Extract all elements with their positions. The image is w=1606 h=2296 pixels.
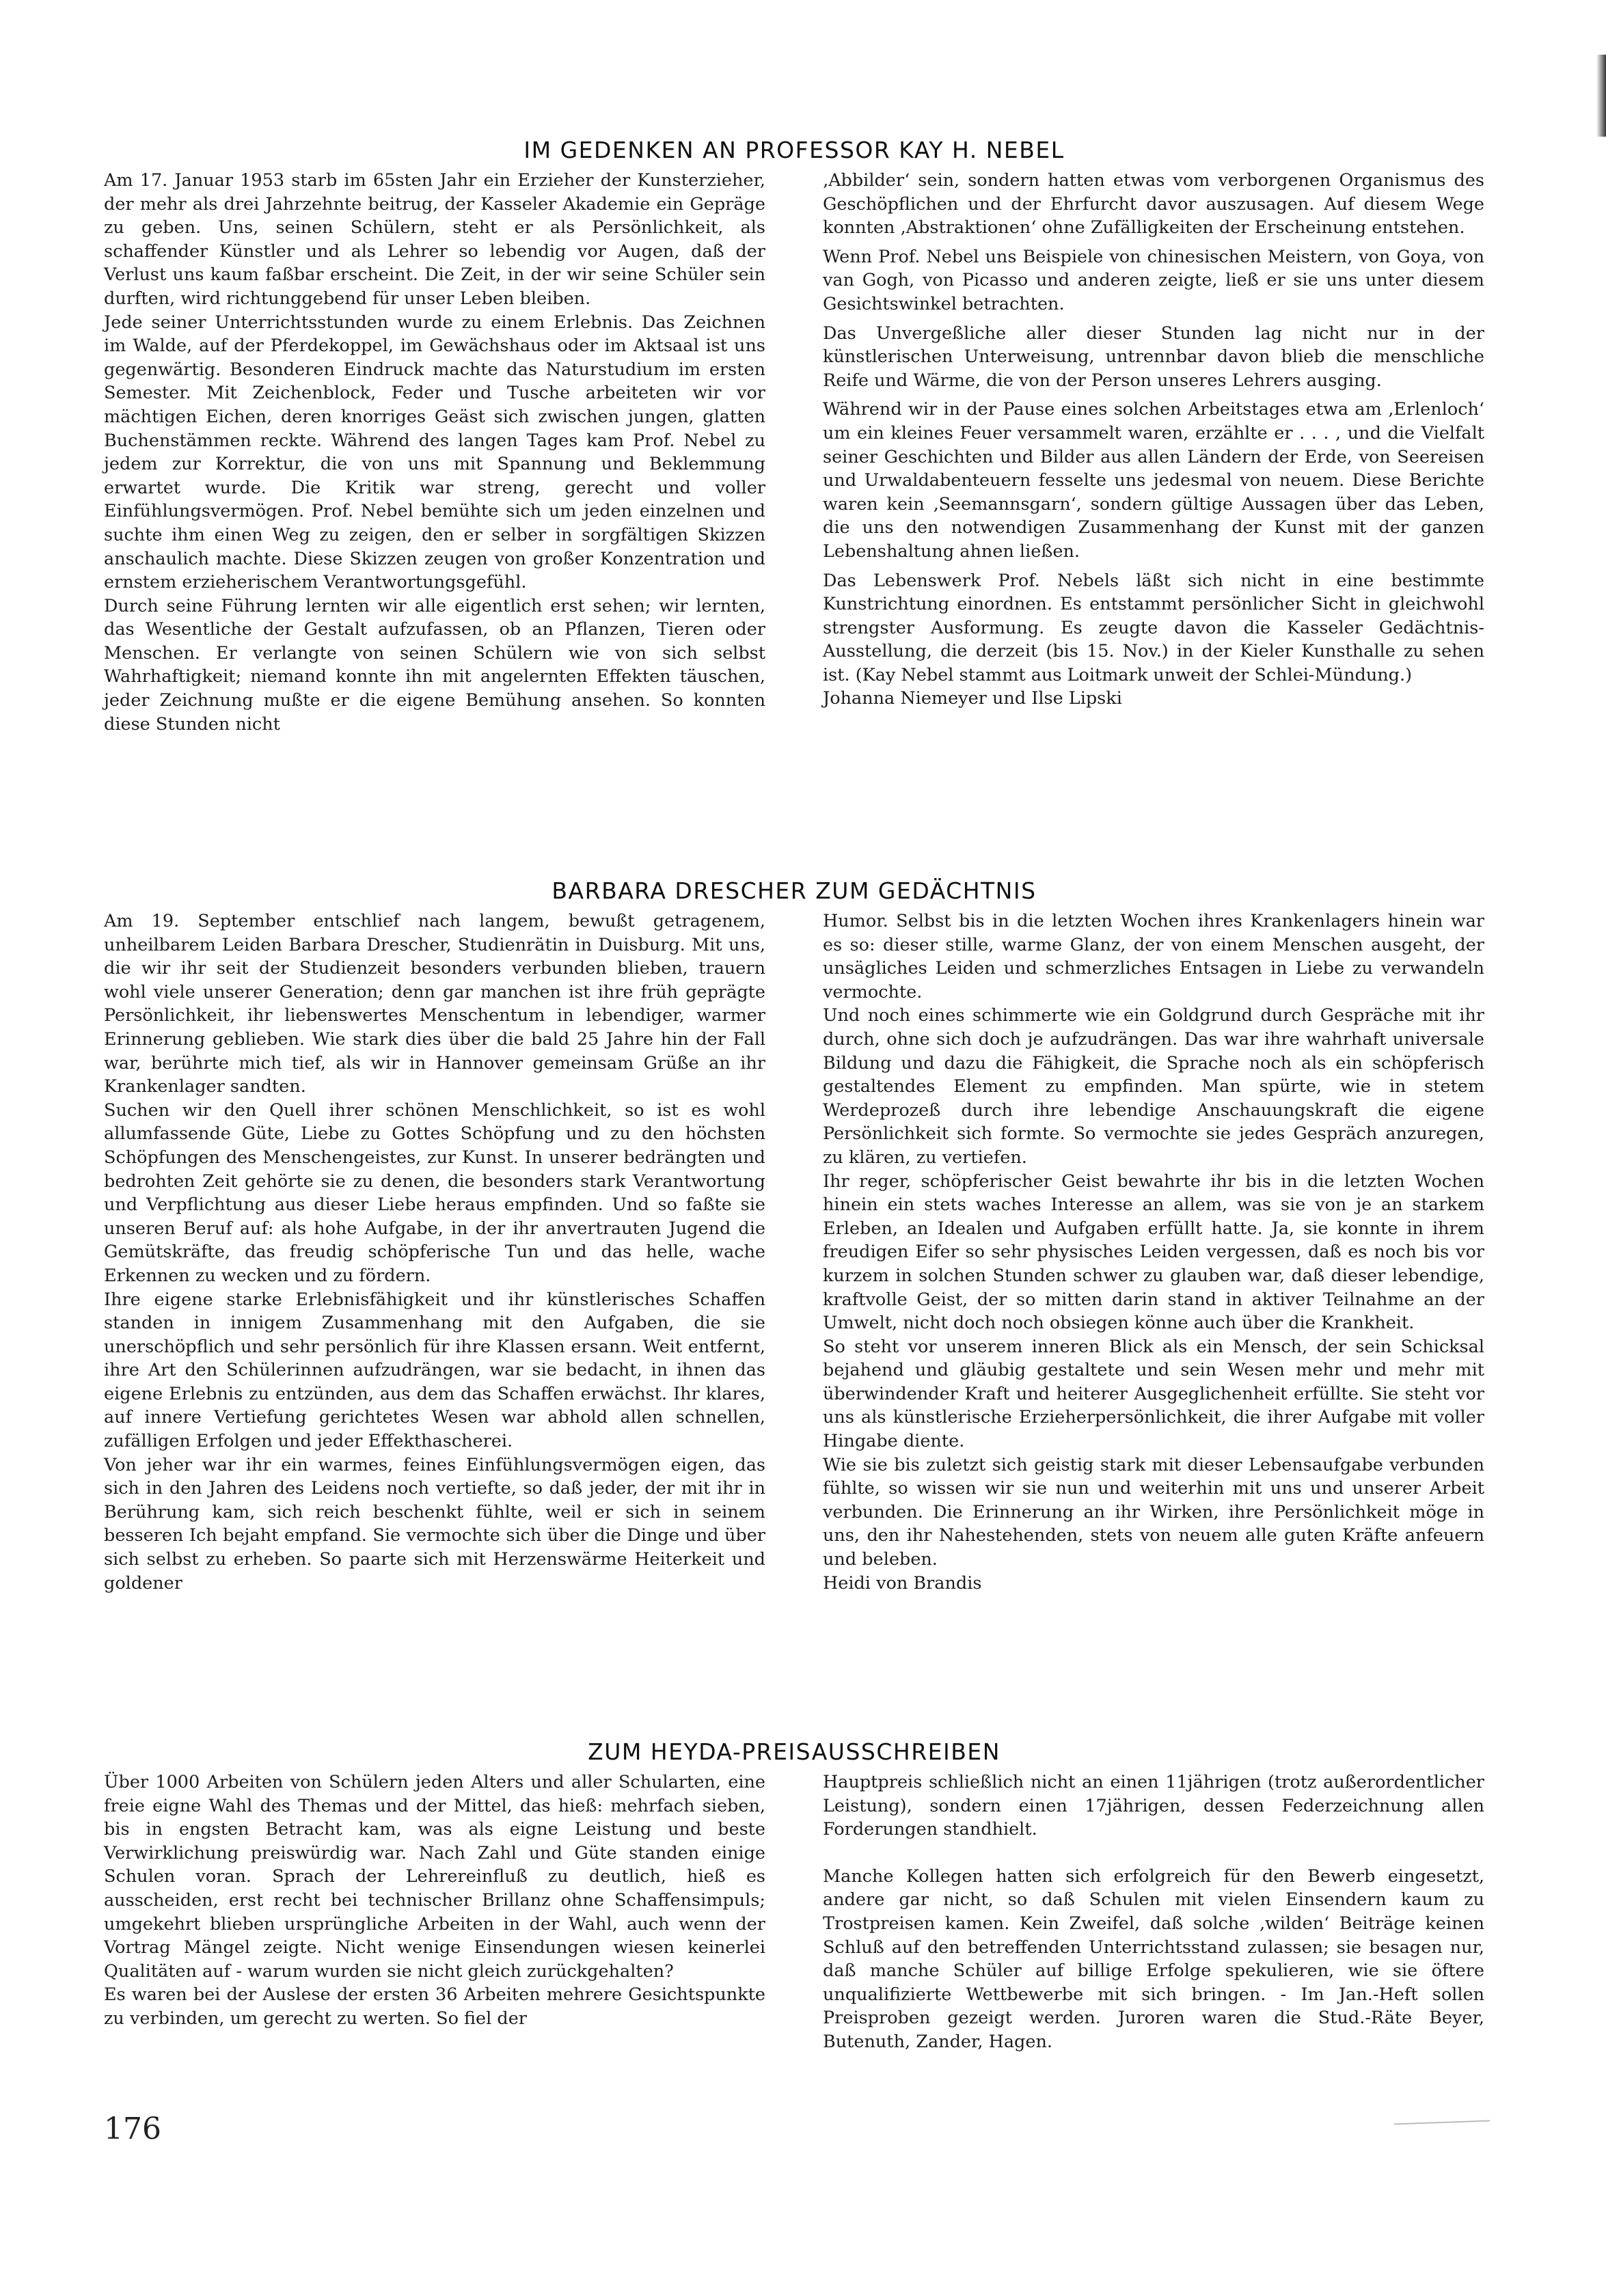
column-left — [104, 910, 765, 1595]
paragraph: Wie sie bis zuletzt sich geistig stark mit dieser Lebensaufgabe verbunden fühlte, so wissen wir sie nun und weiterhin mit uns und unserer Arbeit verbunden. Die Erinnerung an ihr Wirken, ihre Persönlichkeit möge in uns, den ihr Nahestehenden, stets von neuem alle guten Kräfte anfeuern und beleben. — [823, 1454, 1484, 1570]
paragraph: Am 19. September entschlief nach langem, bewußt getragenem, unheilbarem Leiden Barbara Drescher, Studienrätin in Duisburg. Mit uns, die wir ihr seit der Studienzeit besonders verbunden blieben, trauern wohl viele unserer Generation; denn gar manchen ist ihre früh geprägte Persönlichkeit, ihr liebenswertes Menschentum in lebendiger, warmer Erinnerung geblieben. Wie stark dies über die bald 25 Jahre hin der Fall war, berührte mich tief, als wir in Hannover gemeinsam Grüße an ihr Krankenlager sandten. — [104, 911, 765, 1097]
column-right — [823, 1771, 1484, 2054]
article-heading: ZUM HEYDA-PREISAUSSCHREIBEN — [588, 1738, 1001, 1765]
author-signature: Heidi von Brandis — [823, 1572, 982, 1594]
article-nebel — [104, 137, 1484, 736]
scan-edge-shadow — [1596, 55, 1606, 137]
paragraph: ‚Abbilder‘ sein, sondern hatten etwas vom verborgenen Organismus des Geschöpflichen und der Ehrfurcht davor auszusagen. Auf diesem Wege konnten ‚Abstraktionen‘ ohne Zufälligkeiten der Erscheinung entstehen. — [823, 170, 1484, 238]
paragraph: Manche Kollegen hatten sich erfolgreich für den Bewerb eingesetzt, andere gar nicht, so daß Schulen mit vielen Einsendern kaum zu Trostpreisen kamen. Kein Zweifel, daß solche ‚wilden‘ Beiträge keinen Schluß auf den betreffenden Unterrichtsstand zulassen; sie besagen nur, daß manche Schüler auf billige Erfolge spekulieren, wie sie öftere unqualifizierte Wettbewerbe mit sich bringen. - Im Jan.-Heft sollen Preisproben gezeigt werden. Juroren waren die Stud.-Räte Beyer, Butenuth, Zander, Hagen. — [823, 1866, 1484, 2052]
paragraph: Über 1000 Arbeiten von Schülern jeden Alters und aller Schularten, eine freie eigne Wahl des Themas und der Mittel, das hieß: mehrfach sieben, bis in engsten Betracht kam, was als eigne Leistung und beste Verwirklichung preiswürdig war. Nach Zahl und Güte standen einige Schulen voran. Sprach der Lehrereinfluß zu deutlich, hieß es ausscheiden, erst recht bei technischer Brillanz ohne Schaffensimpuls; umgekehrt blieben ursprüngliche Arbeiten in der Wahl, auch wenn der Vortrag Mängel zeigte. Nicht wenige Einsendungen wiesen keinerlei Qualitäten auf - warum wurden sie nicht gleich zurückgehalten? — [104, 1772, 765, 1982]
paragraph: Es waren bei der Auslese der ersten 36 Arbeiten mehrere Gesichtspunkte zu verbinden, um gerecht zu werten. So fiel der — [104, 1984, 765, 2029]
article-drescher — [104, 877, 1484, 1595]
pencil-mark — [1394, 2120, 1490, 2125]
paragraph: Hauptpreis schließlich nicht an einen 11jährigen (trotz außerordentlicher Leistung), sondern einen 17jährigen, dessen Federzeichnung allen Forderungen standhielt. — [823, 1772, 1484, 1840]
paragraph: Das Unvergeßliche aller dieser Stunden lag nicht nur in der künstlerischen Unterweisung, untrennbar davon blieb die menschliche Reife und Wärme, die von der Person unseres Lehrers ausging. — [823, 323, 1484, 391]
paragraph: Jede seiner Unterrichtsstunden wurde zu einem Erlebnis. Das Zeichnen im Walde, auf der Pferdekoppel, im Gewächshaus oder im Aktsaal ist uns gegenwärtig. Besonderen Eindruck machte das Naturstudium im ersten Semester. Mit Zeichenblock, Feder und Tusche arbeiteten wir vor mächtigen Eichen, deren knorriges Geäst sich zwischen jungen, glatten Buchenstämmen reckte. Während des langen Tages kam Prof. Nebel zu jedem zur Korrektur, die von uns mit Spannung und Beklemmung erwartet wurde. Die Kritik war streng, gerecht und voller Einfühlungsvermögen. Prof. Nebel bemühte sich um jeden einzelnen und suchte ihm einen Weg zu zeigen, den er selber in sorgfältigen Skizzen anschaulich machte. Diese Skizzen zeugen von großer Konzentration und ernstem erzieherischem Verantwortungsgefühl. — [104, 312, 765, 593]
column-right — [823, 910, 1484, 1595]
paragraph: Durch seine Führung lernten wir alle eigentlich erst sehen; wir lernten, das Wesentliche der Gestalt aufzufassen, ob an Pflanzen, Tieren oder Menschen. Er verlangte von seinen Schülern wie von sich selbst Wahrhaftigkeit; niemand konnte ihn mit angelernten Effekten täuschen, jeder Zeichnung mußte er die eigene Bemühung ansehen. So konnten diese Stunden nicht — [104, 595, 765, 735]
author-signature: Johanna Niemeyer und Ilse Lipski — [823, 688, 1122, 709]
paragraph: Während wir in der Pause eines solchen Arbeitstages etwa am ‚Erlenloch‘ um ein kleines Feuer versammelt waren, erzählte er . . . , und die Vielfalt seiner Geschichten und Bilder aus allen Ländern der Erde, von Seereisen und Urwaldabenteuern fesselte uns jedesmal von neuem. Diese Berichte waren kein ‚Seemannsgarn‘, sondern gültige Aussagen über das Leben, die uns den notwendigen Zusammenhang der Kunst mit der ganzen Lebenshaltung ahnen ließen. — [823, 399, 1484, 562]
article-columns — [104, 1771, 1484, 2054]
article-columns — [104, 169, 1484, 736]
paragraph: Von jeher war ihr ein warmes, feines Einfühlungsvermögen eigen, das sich in den Jahren des Leidens noch vertiefte, so daß jeder, der mit ihr in Berührung kam, sich reich beschenkt fühlte, weil er sich in seinem besseren Ich bejaht empfand. Sie vermochte sich über die Dinge und über sich selbst zu erheben. So paarte sich mit Herzenswärme Heiterkeit und goldener — [104, 1454, 765, 1594]
paragraph: Ihr reger, schöpferischer Geist bewahrte ihr bis in die letzten Wochen hinein ein stets waches Interesse an allem, was sie von je an starkem Erleben, an Idealen und Aufgaben erfüllt hatte. Ja, sie konnte in ihrem freudigen Eifer so sehr physisches Leiden vergessen, daß es noch bis vor kurzem in solchen Stunden schwer zu glauben war, daß dieser lebendige, kraftvolle Geist, der so mitten darin stand in aktiver Teilnahme an der Umwelt, nicht doch noch obsiegen könne auch über die Krankheit. — [823, 1171, 1484, 1334]
paragraph: Humor. Selbst bis in die letzten Wochen ihres Krankenlagers hinein war es so: dieser stille, warme Glanz, der von einem Menschen ausgeht, der unsägliches Leiden und schmerzliches Entsagen in Liebe zu verwandeln vermochte. — [823, 911, 1484, 1002]
paragraph: Am 17. Januar 1953 starb im 65sten Jahr ein Erzieher der Kunsterzieher, der mehr als drei Jahrzehnte beitrug, der Kasseler Akademie ein Gepräge zu geben. Uns, seinen Schülern, steht er als Persönlichkeit, als schaffender Künstler und als Lehrer so lebendig vor Augen, daß der Verlust uns kaum faßbar erscheint. Die Zeit, in der wir seine Schüler sein durften, wird richtunggebend für unser Leben bleiben. — [104, 170, 765, 309]
article-heading: BARBARA DRESCHER ZUM GEDÄCHTNIS — [552, 877, 1037, 904]
article-columns — [104, 910, 1484, 1595]
paragraph: Und noch eines schimmerte wie ein Goldgrund durch Gespräche mit ihr durch, ohne sich doch je aufzudrängen. Das war ihre wahrhaft universale Bildung und dazu die Fähigkeit, die Sprache noch als ein schöpferisch gestaltendes Element zu empfinden. Man spürte, wie in stetem Werdeprozeß durch ihre lebendige Anschauungskraft die eigene Persönlichkeit sich formte. So vermochte sie jedes Gespräch anzuregen, zu klären, zu vertiefen. — [823, 1005, 1484, 1168]
column-left — [104, 1771, 765, 2054]
paragraph: Das Lebenswerk Prof. Nebels läßt sich nicht in eine bestimmte Kunstrichtung einordnen. Es entstammt persönlicher Sicht in gleichwohl strengster Ausformung. Es zeugte davon die Kasseler Gedächtnis-Ausstellung, die derzeit (bis 15. Nov.) in der Kieler Kunsthalle zu sehen ist. (Kay Nebel stammt aus Loitmark unweit der Schlei-Mündung.) — [823, 570, 1484, 685]
paragraph: Ihre eigene starke Erlebnisfähigkeit und ihr künstlerisches Schaffen standen in innigem Zusammenhang mit den Aufgaben, die sie unerschöpflich und sehr persönlich für ihre Klassen ersann. Weit entfernt, ihre Art den Schülerinnen aufzudrängen, war sie bedacht, in ihnen das eigene Erlebnis zu entzünden, aus dem das Schaffen erwächst. Ihr klares, auf innere Vertiefung gerichtetes Wesen war abhold allen schnellen, zufälligen Erfolgen und jeder Effekthascherei. — [104, 1289, 765, 1452]
article-heading: IM GEDENKEN AN PROFESSOR KAY H. NEBEL — [523, 137, 1065, 163]
paragraph: Suchen wir den Quell ihrer schönen Menschlichkeit, so ist es wohl allumfassende Güte, Liebe zu Gottes Schöpfung und zu den höchsten Schöpfungen des Menschengeistes, zur Kunst. In unserer bedrängten und bedrohten Zeit gehörte sie zu denen, die besonders stark Verantwortung und Verpflichtung aus dieser Liebe heraus empfinden. Und so faßte sie unseren Beruf auf: als hohe Aufgabe, in der ihr anvertrauten Jugend die Gemütskräfte, das freudig schöpferische Tun und das helle, wache Erkennen zu wecken und zu fördern. — [104, 1099, 765, 1286]
paragraph: So steht vor unserem inneren Blick als ein Mensch, der sein Schicksal bejahend und gläubig gestaltete und sein Wesen mehr und mehr mit überwindender Kraft und heiterer Ausgeglichenheit erfüllte. Sie steht vor uns als künstlerische Erzieherpersönlichkeit, die ihrer Aufgabe mit voller Hingabe diente. — [823, 1336, 1484, 1452]
column-left — [104, 169, 765, 736]
column-right — [823, 169, 1484, 736]
paragraph: Wenn Prof. Nebel uns Beispiele von chinesischen Meistern, von Goya, von van Gogh, von Picasso und anderen zeigte, ließ er sie uns unter diesem Gesichtswinkel betrachten. — [823, 246, 1484, 314]
page-number: 176 — [104, 2112, 161, 2146]
article-heyda — [104, 1738, 1484, 2054]
